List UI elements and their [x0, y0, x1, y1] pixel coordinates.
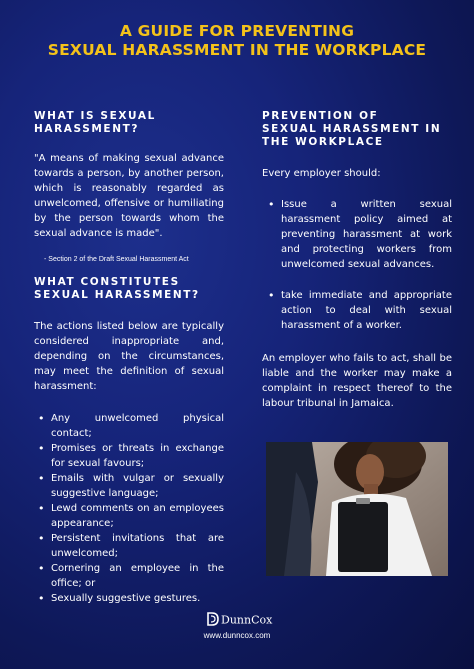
prevention-heading: PREVENTION OF SEXUAL HARASSMENT IN THE WORKPLACE [262, 110, 442, 148]
list-item: • Any unwelcomed physical contact; [38, 411, 224, 441]
list-item: • Issue a written sexual harassment policy aimed at preventing harassment at work and protecting workers from unwelcomed sexual advances. [268, 197, 452, 272]
list-item: • Emails with vulgar or sexually suggestive language; [38, 471, 224, 501]
constitutes-heading: WHAT CONSTITUTES SEXUAL HARASSMENT? [34, 276, 200, 301]
constitutes-list [38, 411, 224, 606]
list-item: • take immediate and appropriate action to deal with sexual harassment of a worker. [268, 288, 452, 333]
list-item: • Cornering an employee in the office; or [38, 561, 224, 591]
woman-holding-clipboard-photo [266, 442, 448, 576]
page-title [0, 22, 474, 60]
list-item: • Persistent invitations that are unwelcomed; [38, 531, 224, 561]
what-is-heading: WHAT IS SEXUAL HARASSMENT? [34, 110, 156, 135]
list-item: • Sexually suggestive gestures. [38, 591, 224, 606]
constitutes-intro: The actions listed below are typically considered inappropriate and, depending on the circumstances, may meet the definition of sexual harassment: [34, 321, 224, 392]
title-line-2: SEXUAL HARASSMENT IN THE WORKPLACE [47, 41, 427, 59]
employer-liability-text: An employer who fails to act, shall be liable and the worker may make a complaint in respect thereof to the labour tribunal in Jamaica. [262, 353, 452, 409]
definition-source: - Section 2 of the Draft Sexual Harassment Act [44, 256, 189, 263]
title-line-1: A GUIDE FOR PREVENTING [119, 22, 355, 40]
definition-quote: "A means of making sexual advance towards a person, by another person, which is reasonably regarded as unwelcomed, offensive or humiliating by the person towards whom the sexual advance is made". [34, 153, 224, 239]
prevention-intro: Every employer should: [262, 168, 381, 179]
dunncox-logo-icon [206, 612, 220, 629]
website-url[interactable]: www.dunncox.com [203, 631, 271, 640]
prevention-list [268, 197, 452, 333]
dunncox-logo [206, 612, 272, 629]
list-item: • Promises or threats in exchange for sexual favours; [38, 441, 224, 471]
photo-illustration [266, 442, 448, 576]
brand-name: DunnCox [221, 613, 273, 627]
list-item: • Lewd comments on an employees appearance; [38, 501, 224, 531]
